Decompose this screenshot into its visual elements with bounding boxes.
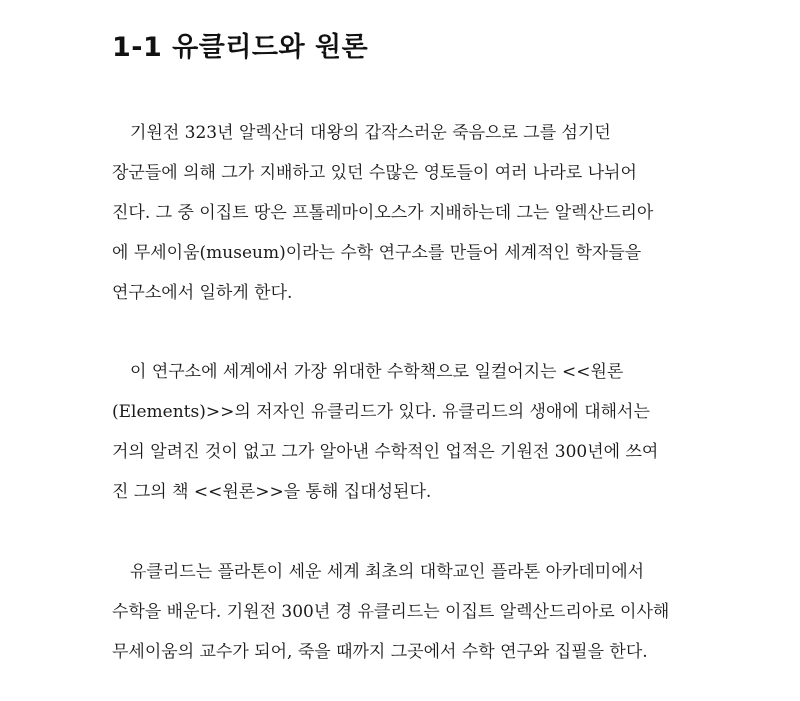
paragraph-line: 이 연구소에 세계에서 가장 위대한 수학책으로 일컬어지는 <<원론 bbox=[130, 362, 624, 382]
paragraph-line: 수학을 배운다. 기원전 300년 경 유클리드는 이집트 알렉산드리아로 이사해 bbox=[112, 602, 670, 622]
section-title: 1-1 유클리드와 원론 bbox=[112, 32, 369, 63]
paragraph-line: 무세이움의 교수가 되어, 죽을 때까지 그곳에서 수학 연구와 집필을 한다. bbox=[112, 642, 648, 662]
paragraph-2 bbox=[112, 352, 692, 512]
paragraph-line: 연구소에서 일하게 한다. bbox=[112, 283, 293, 303]
paragraph-line: 진 그의 책 <<원론>>을 통해 집대성된다. bbox=[112, 482, 432, 502]
paragraph-3 bbox=[112, 552, 692, 672]
paragraph-line: 기원전 323년 알렉산더 대왕의 갑작스러운 죽음으로 그를 섬기던 bbox=[130, 123, 611, 143]
paragraph-line: 진다. 그 중 이집트 땅은 프톨레마이오스가 지배하는데 그는 알렉산드리아 bbox=[112, 203, 654, 223]
paragraph-line: 거의 알려진 것이 없고 그가 알아낸 수학적인 업적은 기원전 300년에 쓰여 bbox=[112, 442, 659, 462]
paragraph-1 bbox=[112, 113, 692, 313]
paragraph-line: (Elements)>>의 저자인 유클리드가 있다. 유클리드의 생애에 대해서는 bbox=[112, 402, 650, 422]
paragraph-line: 에 무세이움(museum)이라는 수학 연구소를 만들어 세계적인 학자들을 bbox=[112, 243, 642, 263]
paragraph-line: 장군들에 의해 그가 지배하고 있던 수많은 영토들이 여러 나라로 나뉘어 bbox=[112, 163, 637, 183]
paragraph-line: 유클리드는 플라톤이 세운 세계 최초의 대학교인 플라톤 아카데미에서 bbox=[130, 562, 645, 582]
